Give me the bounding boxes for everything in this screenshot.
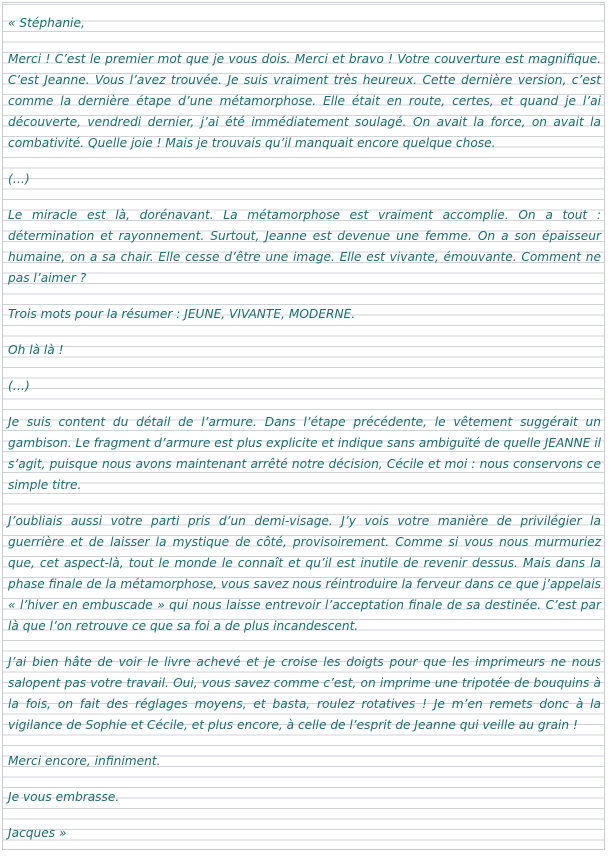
ellipsis: (…) [8, 379, 30, 393]
paragraph-embrace: Je vous embrasse. [8, 790, 120, 804]
letter-body [8, 13, 601, 850]
paragraph-armor: Je suis content du détail de l’armure. Dans l’étape précédente, le vêtement suggérait un gambison. Le fragment d’armure est plus explicite et indique sans ambiguïté de quelle JEANNE il s’agit, puisque nous avons maintenant arrêté notre décision, Cécile et moi : nous conservons ce simple titre. [8, 415, 601, 492]
paragraph-printing: J’ai bien hâte de voir le livre achevé et je croise les doigts pour que les imprimeurs ne nous salopent pas votre travail. Oui, vous savez comme c’est, on imprime une tripotée de bouquins à la fois, on fait des réglages moyens, et basta, roulez rotatives ! Je m’en remets donc à la vigilance de Sophie et Cécile, et plus encore, à celle de l’esprit de Jeanne qui veille au grain ! [8, 655, 601, 732]
paragraph-exclamation: Oh là là ! [8, 343, 64, 357]
salutation: « Stéphanie, [8, 16, 85, 30]
paragraph-three-words: Trois mots pour la résumer : JEUNE, VIVANTE, MODERNE. [8, 307, 356, 321]
lined-paper-sheet [2, 2, 605, 850]
paragraph-half-face: J’oubliais aussi votre parti pris d’un demi-visage. J’y vois votre manière de privilégier la guerrière et de laisser la mystique de côté, provisoirement. Comme si vous nous murmuriez que, cet aspect-là, tout le monde le connaît et qu’il est inutile de revenir dessus. Mais dans la phase finale de la métamorphose, vous savez nous réintroduire la ferveur dans ce que j’appelais « l’hiver en embuscade » qui nous laisse entrevoir l’acceptation finale de sa destinée. C’est par là que l’on retrouve ce que sa foi a de plus incandescent. [8, 514, 601, 633]
paragraph-thanks: Merci ! C’est le premier mot que je vous dois. Merci et bravo ! Votre couverture est magnifique. C’est Jeanne. Vous l’avez trouvée. Je suis vraiment très heureux. Cette dernière version, c’est comme la dernière étape d’une métamorphose. Elle était en route, certes, et quand je l’ai découverte, vendredi dernier, j’ai été immédiatement soulagé. On avait la force, on avait la combativité. Quelle joie ! Mais je trouvais qu’il manquait encore quelque chose. [8, 52, 601, 150]
paragraph-miracle: Le miracle est là, dorénavant. La métamorphose est vraiment accomplie. On a tout : détermination et rayonnement. Surtout, Jeanne est devenue une femme. On a son épaisseur humaine, on a sa chair. Elle cesse d’être une image. Elle est vivante, émouvante. Comment ne pas l’aimer ? [8, 208, 601, 285]
ellipsis: (…) [8, 172, 30, 186]
paragraph-thanks-again: Merci encore, infiniment. [8, 754, 161, 768]
signature: Jacques » [8, 826, 67, 840]
